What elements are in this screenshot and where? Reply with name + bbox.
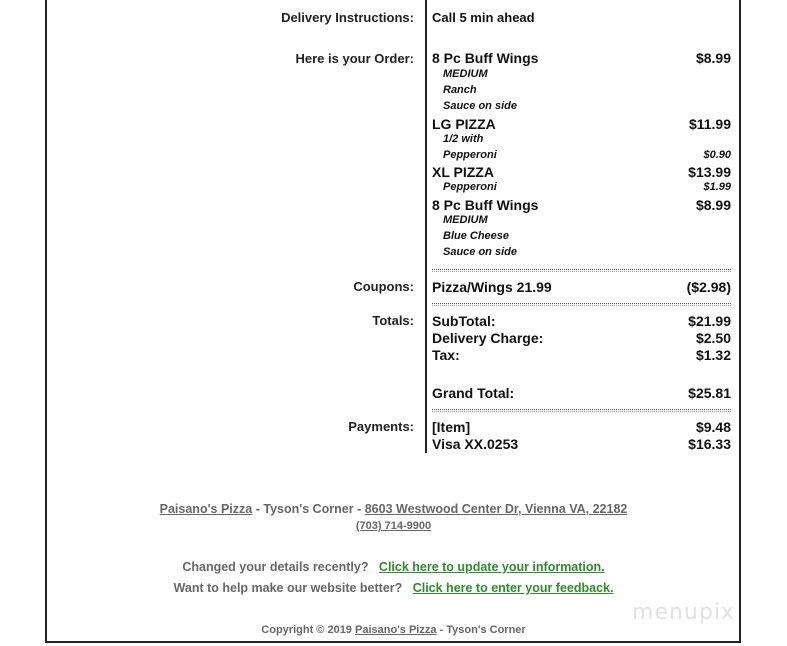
store-phone-line	[0, 520, 787, 532]
store-phone-link[interactable]: (703) 714-9900	[355, 520, 432, 532]
feedback-line	[0, 581, 787, 595]
delivery-instructions-label: Delivery Instructions:	[281, 10, 414, 25]
order-item-modifier: Ranch	[443, 84, 477, 96]
order-item-price: $8.99	[695, 50, 731, 66]
order-item-price: $13.99	[688, 164, 731, 180]
grand-total-label: Grand Total:	[432, 385, 515, 401]
watermark-logo: menupix	[632, 600, 735, 625]
order-item-price: $11.99	[688, 116, 731, 132]
order-item-modifier: Sauce on side	[443, 100, 517, 112]
tax-value: $1.32	[695, 347, 731, 363]
order-item-modifier: Blue Cheese	[443, 230, 510, 242]
order-item-name: 8 Pc Buff Wings	[432, 50, 539, 66]
payments-label: Payments:	[348, 419, 414, 434]
order-modifier-price: $0.90	[703, 149, 731, 161]
totals-label: Totals:	[372, 313, 414, 328]
payment-amount: $9.48	[695, 419, 731, 435]
copyright-line	[0, 624, 787, 636]
subtotal-label: SubTotal:	[432, 313, 496, 329]
order-item-name: LG PIZZA	[432, 116, 496, 132]
help-text: Want to help make our website better?	[173, 581, 403, 595]
separator	[432, 269, 731, 270]
order-item-modifier: Pepperoni	[443, 181, 497, 193]
payment-name: Visa XX.0253	[432, 436, 519, 452]
changed-details-text: Changed your details recently?	[182, 560, 369, 574]
tax-label: Tax:	[432, 347, 460, 363]
update-info-line	[0, 560, 787, 574]
store-address-link[interactable]: 8603 Westwood Center Dr, Vienna VA, 22182	[364, 502, 628, 516]
order-label: Here is your Order:	[295, 51, 414, 66]
order-item-modifier: Pepperoni	[443, 149, 497, 161]
delivery-charge-label: Delivery Charge:	[432, 330, 544, 346]
payment-amount: $16.33	[688, 436, 731, 452]
payment-name: [Item]	[432, 419, 471, 435]
copyright-location: - Tyson's Corner	[436, 624, 526, 636]
separator-text: -	[353, 502, 365, 516]
order-item-modifier: 1/2 with	[443, 133, 484, 145]
store-location: Tyson's Corner	[263, 502, 354, 516]
order-item-price: $8.99	[695, 197, 731, 213]
separator	[432, 409, 731, 410]
update-information-link[interactable]: Click here to update your information.	[378, 560, 605, 574]
coupon-amount: ($2.98)	[686, 279, 731, 295]
feedback-link[interactable]: Click here to enter your feedback.	[412, 581, 614, 595]
separator	[432, 303, 731, 304]
subtotal-value: $21.99	[688, 313, 731, 329]
copyright-text: Copyright © 2019	[261, 624, 352, 636]
separator-text: -	[252, 502, 264, 516]
column-divider	[425, 0, 427, 453]
order-item-name: XL PIZZA	[432, 164, 494, 180]
order-modifier-price: $1.99	[703, 181, 731, 193]
order-item-modifier: Sauce on side	[443, 246, 517, 258]
delivery-charge-value: $2.50	[695, 330, 731, 346]
order-item-name: 8 Pc Buff Wings	[432, 197, 539, 213]
order-item-modifier: MEDIUM	[443, 214, 488, 226]
grand-total-value: $25.81	[688, 385, 731, 401]
store-name-link[interactable]: Paisano's Pizza	[159, 502, 253, 516]
coupon-name: Pizza/Wings 21.99	[432, 279, 552, 295]
delivery-instructions-value: Call 5 min ahead	[432, 10, 535, 25]
copyright-store-link[interactable]: Paisano's Pizza	[355, 624, 437, 636]
store-info	[0, 502, 787, 516]
coupons-label: Coupons:	[353, 279, 414, 294]
order-item-modifier: MEDIUM	[443, 68, 488, 80]
